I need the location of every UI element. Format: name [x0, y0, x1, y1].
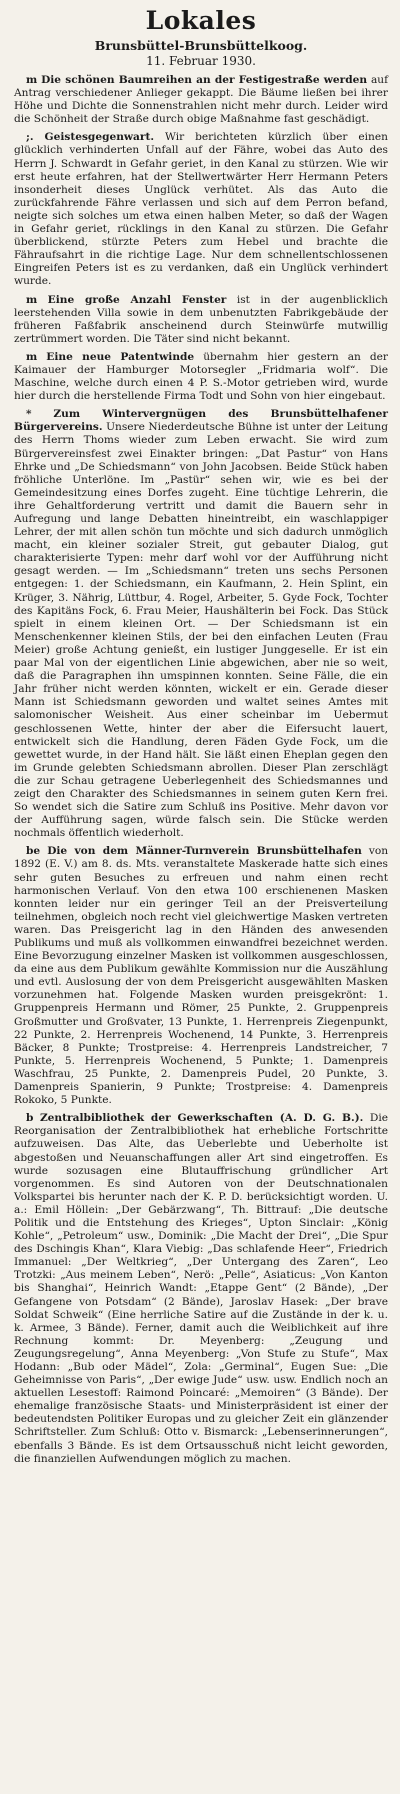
- article-fenster: [14, 294, 388, 346]
- article-marker: m: [26, 293, 38, 306]
- article-lead: Geistesgegenwart.: [44, 131, 155, 144]
- article-lead: Die von dem Männer-Turnverein Brunsbüttelhafen: [47, 845, 362, 858]
- article-marker: m: [26, 74, 38, 86]
- article-body: Unsere Niederdeutsche Bühne ist unter der Leitung des Herrn Thoms wieder zum Leben erwacht. Sie wird zum Bürgervereinsfest zwei Einakter bringen: „Dat Pastur“ von Hans Ehrke und „De Schiedsmann“ von John Jacobsen. Beide Stück haben fröhliche Unterlöne. Im „Pastür“ sehen wir, wie es bei der Gemeindesitzung eines Dorfes zugeht. Eine tüchtige Lehrerin, die ihre Gehaltforderung vertritt und damit die Bauern sehr in Aufregung und lange Debatten hineintreibt, ein waschlappiger Lehrer, der mit allen schön tun möchte und sich dadurch unmöglich macht, ein kleiner sozialer Streit, gut gebauter Dialog, gut charakterisierte Typen: mehr darf wohl vor der Aufführung nicht gesagt werden. — Im „Schiedsmann“ treten uns sechs Personen entgegen: 1. der Schiedsmann, ein Kaufmann, 2. Hein Splint, ein Krüger, 3. Nährig, Lüttbur, 4. Rogel, Arbeiter, 5. Gyde Fock, Tochter des Kapitäns Fock, 6. Frau Meier, Haushälterin bei Fock. Das Stück spielt in einem kleinen Ort. — Der Schiedsmann ist ein Menschenkenner kleinen Stils, der bei den einfachen Leuten (Frau Meier) große Achtung genießt, ein lustiger Junggeselle. Er ist ein paar Mal von der eigentlichen Linie abgewichen, aber nie so weit, daß die Paragraphen ihn umspinnen konnten. Seine Fälle, die ein Jahr früher nicht werden könnten, wickelt er ein. Gerade dieser Mann ist Schiedsmann geworden und waltet seines Amtes mit salomonischer Weisheit. Aus einer scheinbar im Uebermut geschlossenen Wette, hinter der aber die Eifersucht lauert, entwickelt sich die Handlung, deren Fäden Gyde Fock, um die gewettet wurde, in der Hand hält. Sie läßt einen Eheplan gegen den im Grunde gelebten Schiedsmann abrollen. Dieser Plan zerschlägt die zur Schau getragene Ueberlegenheit des Schiedsmannes und zeigt den Charakter des Schiedsmannes in seinem guten Kern frei. So wendet sich die Satire zum Schluß ins Positive. Mehr davon vor der Aufführung sagen, würde falsch sein. Die Stücke werden nochmals öffentlich wiederholt.: [14, 421, 388, 840]
- article-marker: be: [26, 845, 41, 858]
- article-baumreihen: [14, 74, 388, 126]
- article-text: [14, 408, 388, 840]
- article-body: Wir berichteten kürzlich über einen glücklich verhinderten Unfall auf der Fähre, wobei das Auto des Herrn J. Schwardt in Gefahr geriet, in den Kanal zu stürzen. Wie wir erst heute erfahren, hat der Stellwertwärter Herr Hermann Peters insonderheit dieses Unglück verhütet. Als das Auto die zurückfahrende Fähre verlassen und sich auf dem Perron befand, neigte sich solches um etwa einen halben Meter, so daß der Wagen in Gefahr geriet, rücklings in den Kanal zu stürzen. Die Gefahr überblickend, stürzte Peters zum Hebel und brachte die Fähraufsahrt in die richtige Lage. Nur dem schnellentschlossenen Eingreifen Peters ist es zu verdanken, daß ein Unglück verhindert wurde.: [14, 131, 388, 288]
- article-marker: *: [26, 408, 32, 421]
- article-lead: Die schönen Baumreihen an der Festigestraße werden: [41, 74, 368, 86]
- article-text: [14, 74, 388, 126]
- article-zentralbibliothek: [14, 1112, 388, 1466]
- article-body: ist in der augenblicklich leerstehenden Villa sowie in dem unbenutzten Fabrikgebäude der früheren Faßfabrik anscheinend durch Steinwürfe mutwillig zertrümmert worden. Die Täter sind nicht bekannt.: [14, 293, 388, 345]
- article-body: auf Antrag verschiedener Anlieger gekappt. Die Bäume ließen bei ihrer Höhe und Dichte die Sonnenstrahlen nicht mehr durch. Leider wird die Schönheit der Straße durch obige Maßnahme fast geschädigt.: [14, 74, 389, 126]
- section-title: Lokales: [145, 6, 257, 35]
- article-geistesgegenwart: [14, 131, 388, 288]
- article-text: [14, 845, 388, 1107]
- article-body: von 1892 (E. V.) am 8. ds. Mts. veranstaltete Maskerade hatte sich eines sehr guten Besuches zu erfreuen und nahm einen recht harmonischen Verlauf. Von den etwa 100 erschienenen Masken konnten leider nur ein geringer Teil an der Preisverteilung teilnehmen, obgleich noch recht viel gleichwertige Masken vertreten waren. Das Preisgericht lag in den Händen des anwesenden Publikums und muß als vollkommen einwandfrei bezeichnet werden. Eine Bevorzugung einzelner Masken ist vollkommen ausgeschlossen, da eine aus dem Publikum gewählte Kommission nur die Auszählung und evtl. Auslosung der von dem Preisgericht ausgewählten Masken vorzunehmen hat. Folgende Masken wurden preisgekrönt: 1. Gruppenpreis Hermann und Römer, 25 Punkte, 2. Gruppenpreis Großmutter und Großvater, 13 Punkte, 1. Herrenpreis Ziegenpunkt, 22 Punkte, 2. Herrenpreis Wochenend, 14 Punkte, 3. Herrenpreis Bäcker, 8 Punkte; Trostpreise: 4. Herrenpreis Landstreicher, 7 Punkte, 5. Herrenpreis Wochenend, 5 Punkte; 1. Damenpreis Waschfrau, 25 Punkte, 2. Damenpreis Pudel, 20 Punkte, 3. Damenpreis Spanierin, 9 Punkte; Trostpreise: 4. Damenpreis Rokoko, 5 Punkte.: [14, 845, 389, 1107]
- article-maskerade: [14, 845, 388, 1107]
- article-lead: Eine große Anzahl Fenster: [47, 293, 227, 306]
- article-lead: Zum Wintervergnügen des Brunsbüttelhafener Bürgervereins.: [14, 408, 388, 434]
- article-body: Die Reorganisation der Zentralbibliothek hat erhebliche Fortschritte aufzuweisen. Das Alte, das Ueberlebte und Ueberholte ist abgestoßen und Neuanschaffungen aller Art sind eingetroffen. Es wurde sozusagen eine Blutauffrischung gründlicher Art vorgenommen. Es sind Autoren von der Deutschnationalen Volkspartei bis herunter nach der K. P. D. berücksichtigt worden. U. a.: Emil Höllein: „Der Gebärzwang“, Th. Bittrauf: „Die deutsche Politik und die Entstehung des Krieges“, Upton Sinclair: „König Kohle“, „Petroleum“ usw., Dominik: „Die Macht der Drei“, „Die Spur des Dschingis Khan“, Klara Viebig: „Das schlafende Heer“, Friedrich Immanuel: „Der Weltkrieg“, „Der Untergang des Zaren“, Leo Trotzki: „Aus meinem Leben“, Nerö: „Pelle“, Asiaticus: „Von Kanton bis Shanghai“, Heinrich Wandt: „Etappe Gent“ (2 Bände), „Der Gefangene von Potsdam“ (2 Bände), Jaroslav Hasek: „Der brave Soldat Schweik“ (Eine herrliche Satire auf die Zustände in der k. u. k. Armee, 3 Bände). Ferner, damit auch die Weiblichkeit auf ihre Rechnung kommt: Dr. Meyenberg: „Zeugung und Zeugungsregelung“, Anna Meyenberg: „Von Stufe zu Stufe“, Max Hodann: „Bub oder Mädel“, Zola: „Germinal“, Eugen Sue: „Die Geheimnisse von Paris“, „Der ewige Jude“ usw. usw. Endlich noch an aktuellen Lesestoff: Raimond Poincaré: „Memoiren“ (3 Bände). Der ehemalige französische Staats- und Ministerpräsident ist einer der bedeutendsten Politiker Europas und zu gleicher Zeit ein glänzender Schriftsteller. Zum Schluß: Otto v. Bismarck: „Lebenserinnerungen“, ebenfalls 3 Bände. Es ist dem Ortsausschuß nicht leicht geworden, die finanziellen Aufwendungen möglich zu machen.: [14, 1112, 389, 1465]
- issue-date: 11. Februar 1930.: [146, 54, 256, 68]
- article-text: [14, 294, 388, 346]
- article-text: [14, 1112, 388, 1466]
- article-buergerverein: [14, 408, 388, 840]
- article-body: übernahm hier gestern an der Kaimauer der Hamburger Motorsegler „Fridmaria wolf“. Die Maschine, welche durch einen 4 P. S.-Motor getrieben wird, wurde hier durch die herstellende Firma Todt und Sohn von hier eingebaut.: [14, 350, 388, 403]
- section-subtitle: Brunsbüttel-Brunsbüttelkoog.: [94, 38, 308, 53]
- article-marker: ;.: [26, 131, 34, 144]
- article-lead: Eine neue Patentwinde: [46, 350, 195, 363]
- article-text: [14, 351, 388, 403]
- masthead: [14, 6, 388, 69]
- article-marker: b: [26, 1112, 34, 1125]
- article-patentwinde: [14, 351, 388, 403]
- article-lead: Zentralbibliothek der Gewerkschaften (A. D. G. B.).: [39, 1112, 364, 1125]
- article-text: [14, 131, 388, 288]
- article-marker: m: [26, 350, 38, 363]
